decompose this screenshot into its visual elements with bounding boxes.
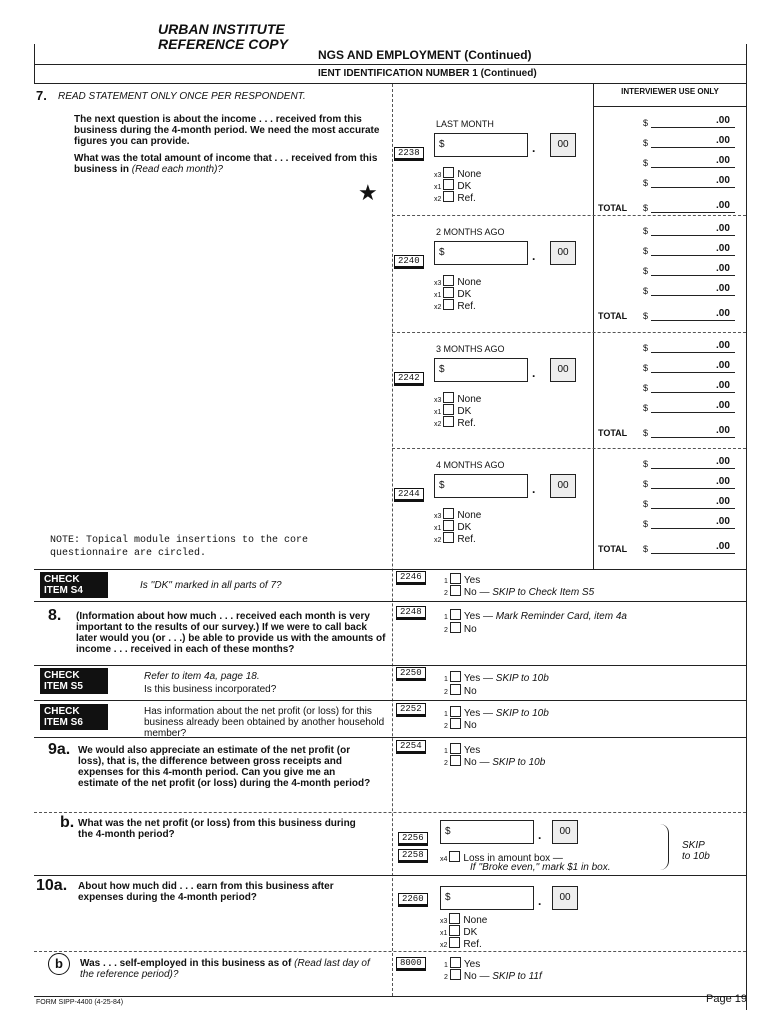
checkbox[interactable] bbox=[450, 573, 461, 584]
check-item-s4: CHECK ITEM S4 bbox=[40, 572, 108, 598]
checkbox[interactable] bbox=[450, 609, 461, 620]
checkbox[interactable] bbox=[443, 508, 454, 519]
month-label: LAST MONTH bbox=[436, 119, 494, 129]
checkbox[interactable] bbox=[443, 299, 454, 310]
month-opt-dk[interactable]: x1 DK bbox=[434, 406, 472, 417]
checkbox[interactable] bbox=[443, 275, 454, 286]
check-s6-text: Has information about the net profit (or loss) for this business already been obtained by another household member? bbox=[144, 706, 385, 739]
code-2258: 2258 bbox=[398, 849, 428, 863]
checkbox[interactable] bbox=[443, 532, 454, 543]
interviewer-amount: $ bbox=[643, 479, 735, 489]
month-cents-box: 00 bbox=[550, 133, 576, 157]
amount-cents: .00 bbox=[716, 223, 730, 234]
check-s6-yes[interactable]: 1 Yes — SKIP to 10b bbox=[444, 708, 549, 719]
month-opt-ref[interactable]: x2 Ref. bbox=[434, 418, 476, 429]
total-cents: .00 bbox=[716, 425, 730, 436]
month-opt-ref[interactable]: x2 Ref. bbox=[434, 534, 476, 545]
checkbox[interactable] bbox=[449, 851, 460, 862]
amount-cents: .00 bbox=[716, 360, 730, 371]
month-code: 2240 bbox=[394, 255, 424, 269]
q8-text: (Information about how much . . . received each month is very important to the results of our survey.) If we were to call back later would you (or . . .) be able to provide us with the amounts of income . . . received in each of these months? bbox=[76, 611, 386, 655]
interviewer-amount: $ bbox=[643, 158, 735, 168]
q10b-text: Was . . . self-employed in this business as of (Read last day of the reference period)? bbox=[80, 958, 370, 980]
interviewer-amount: $ bbox=[643, 286, 735, 296]
q7-statement: The next question is about the income . . . received from this business during the 4-month period. We need the most accurate figures you can provide. bbox=[74, 114, 380, 147]
code-2252: 2252 bbox=[396, 703, 426, 717]
checkbox[interactable] bbox=[450, 684, 461, 695]
stamp-line-1: URBAN INSTITUTE bbox=[158, 21, 285, 37]
month-opt-dk[interactable]: x1 DK bbox=[434, 181, 472, 192]
month-code: 2244 bbox=[394, 488, 424, 502]
total-cents: .00 bbox=[716, 541, 730, 552]
amount-cents: .00 bbox=[716, 115, 730, 126]
check-s4-text: Is ''DK'' marked in all parts of 7? bbox=[140, 580, 282, 591]
q9a-yes[interactable]: 1 Yes bbox=[444, 745, 481, 756]
q10a-amount-box[interactable]: $ bbox=[440, 886, 534, 910]
check-s4-no[interactable]: 2 No — SKIP to Check Item S5 bbox=[444, 587, 595, 598]
q9b-skip-1: SKIP bbox=[682, 840, 705, 851]
q10b-yes[interactable]: 1 Yes bbox=[444, 959, 481, 970]
q10a-cents-box: 00 bbox=[552, 886, 578, 910]
month-opt-dk[interactable]: x1 DK bbox=[434, 522, 472, 533]
total-cents: .00 bbox=[716, 200, 730, 211]
checkbox[interactable] bbox=[443, 392, 454, 403]
month-label: 2 MONTHS AGO bbox=[436, 227, 505, 237]
check-s5-line1: Refer to item 4a, page 18. bbox=[144, 671, 260, 682]
amount-cents: .00 bbox=[716, 155, 730, 166]
code-2254: 2254 bbox=[396, 740, 426, 754]
amount-cents: .00 bbox=[716, 476, 730, 487]
month-code: 2242 bbox=[394, 372, 424, 386]
q9b-amount-box[interactable]: $ bbox=[440, 820, 534, 844]
month-cents-box: 00 bbox=[550, 241, 576, 265]
q9b-number: b. bbox=[60, 814, 75, 831]
checkbox[interactable] bbox=[443, 404, 454, 415]
month-amount-box[interactable]: $ bbox=[434, 241, 528, 265]
interviewer-amount: $ bbox=[643, 383, 735, 393]
amount-cents: .00 bbox=[716, 135, 730, 146]
checkbox[interactable] bbox=[449, 937, 460, 948]
topical-note: NOTE: Topical module insertions to the core questionnaire are circled. bbox=[50, 535, 309, 559]
interviewer-use-only: INTERVIEWER USE ONLY bbox=[621, 87, 719, 96]
code-8000: 8000 bbox=[396, 957, 426, 971]
checkbox[interactable] bbox=[450, 585, 461, 596]
interviewer-amount: $ bbox=[643, 403, 735, 413]
interviewer-amount: $ bbox=[643, 363, 735, 373]
q10b-no[interactable]: 2 No — SKIP to 11f bbox=[444, 971, 542, 982]
total-label: TOTAL bbox=[598, 544, 628, 554]
interviewer-amount: $ bbox=[643, 519, 735, 529]
amount-cents: .00 bbox=[716, 175, 730, 186]
checkbox[interactable] bbox=[450, 671, 461, 682]
interviewer-amount: $ bbox=[643, 499, 735, 509]
month-opt-none[interactable]: x3 None bbox=[434, 169, 482, 180]
q10a-dk[interactable]: x1 DK bbox=[440, 927, 478, 938]
form-number: FORM SIPP-4400 (4-25-84) bbox=[36, 999, 124, 1006]
checkbox[interactable] bbox=[450, 755, 461, 766]
month-opt-dk[interactable]: x1 DK bbox=[434, 289, 472, 300]
checkbox[interactable] bbox=[443, 167, 454, 178]
code-2248: 2248 bbox=[396, 606, 426, 620]
checkbox[interactable] bbox=[449, 913, 460, 924]
q10a-number: 10a. bbox=[36, 877, 68, 894]
checkbox[interactable] bbox=[450, 706, 461, 717]
month-cents-box: 00 bbox=[550, 358, 576, 382]
q9a-text: We would also appreciate an estimate of the net profit (or loss), that is, the difference between gross receipts and expenses for this 4-month period. Can you give me an estimate of the net profit (or loss) during the 4-month period? bbox=[78, 745, 371, 789]
interviewer-amount: $ bbox=[643, 138, 735, 148]
month-amount-box[interactable]: $ bbox=[434, 358, 528, 382]
q10b-number: b bbox=[48, 953, 70, 975]
month-opt-none[interactable]: x3 None bbox=[434, 277, 482, 288]
interviewer-amount: $ bbox=[643, 246, 735, 256]
amount-cents: .00 bbox=[716, 496, 730, 507]
total-amount: $ bbox=[643, 544, 735, 554]
q10a-text: About how much did . . . earn from this business after expenses during the 4-month period? bbox=[78, 881, 334, 903]
q9b-loss[interactable]: x4 Loss in amount box — bbox=[440, 853, 563, 864]
checkbox[interactable] bbox=[450, 969, 461, 980]
total-amount: $ bbox=[643, 203, 735, 213]
total-amount: $ bbox=[643, 428, 735, 438]
month-opt-ref[interactable]: x2 Ref. bbox=[434, 193, 476, 204]
q9b-cents-box: 00 bbox=[552, 820, 578, 844]
check-item-s6: CHECK ITEM S6 bbox=[40, 704, 108, 730]
month-code: 2238 bbox=[394, 147, 424, 161]
q9a-no[interactable]: 2 No — SKIP to 10b bbox=[444, 757, 546, 768]
month-opt-none[interactable]: x3 None bbox=[434, 510, 482, 521]
amount-cents: .00 bbox=[716, 340, 730, 351]
code-2250: 2250 bbox=[396, 667, 426, 681]
amount-cents: .00 bbox=[716, 263, 730, 274]
interviewer-amount: $ bbox=[643, 118, 735, 128]
check-s6-no[interactable]: 2 No bbox=[444, 720, 477, 731]
month-amount-box[interactable]: $ bbox=[434, 474, 528, 498]
check-s5-line2: Is this business incorporated? bbox=[144, 684, 277, 695]
code-2246: 2246 bbox=[396, 571, 426, 585]
checkbox[interactable] bbox=[450, 743, 461, 754]
checkbox[interactable] bbox=[450, 718, 461, 729]
star-icon: ★ bbox=[358, 180, 378, 205]
total-amount: $ bbox=[643, 311, 735, 321]
interviewer-amount: $ bbox=[643, 178, 735, 188]
q8-no[interactable]: 2 No bbox=[444, 624, 477, 635]
month-cents-box: 00 bbox=[550, 474, 576, 498]
check-s4-yes[interactable]: 1 Yes bbox=[444, 575, 481, 586]
month-opt-none[interactable]: x3 None bbox=[434, 394, 482, 405]
checkbox[interactable] bbox=[450, 622, 461, 633]
q7-instruction: READ STATEMENT ONLY ONCE PER RESPONDENT. bbox=[58, 91, 306, 102]
interviewer-amount: $ bbox=[643, 226, 735, 236]
sub-title: IENT IDENTIFICATION NUMBER 1 (Continued) bbox=[318, 68, 537, 79]
q7-number: 7. bbox=[36, 88, 47, 103]
checkbox[interactable] bbox=[443, 287, 454, 298]
q9b-text: What was the net profit (or loss) from this business during the 4-month period? bbox=[78, 818, 356, 840]
checkbox[interactable] bbox=[450, 957, 461, 968]
code-2256: 2256 bbox=[398, 832, 428, 846]
check-s5-yes[interactable]: 1 Yes — SKIP to 10b bbox=[444, 673, 549, 684]
total-label: TOTAL bbox=[598, 203, 628, 213]
amount-cents: .00 bbox=[716, 400, 730, 411]
interviewer-amount: $ bbox=[643, 266, 735, 276]
stamp-line-2: REFERENCE COPY bbox=[158, 36, 288, 52]
q9a-number: 9a. bbox=[48, 741, 71, 758]
checkbox[interactable] bbox=[443, 179, 454, 190]
q7-question: What was the total amount of income that . . . received from this business in (Read each month)? bbox=[74, 153, 378, 175]
total-label: TOTAL bbox=[598, 311, 628, 321]
checkbox[interactable] bbox=[443, 191, 454, 202]
month-amount-box[interactable]: $ bbox=[434, 133, 528, 157]
q9b-skip-2: to 10b bbox=[682, 851, 710, 862]
month-label: 4 MONTHS AGO bbox=[436, 460, 505, 470]
checkbox[interactable] bbox=[443, 416, 454, 427]
q9b-broke-even: If ''Broke even,'' mark $1 in box. bbox=[470, 862, 611, 873]
q8-number: 8. bbox=[48, 607, 62, 624]
checkbox[interactable] bbox=[449, 925, 460, 936]
q10a-none[interactable]: x3 None bbox=[440, 915, 488, 926]
total-cents: .00 bbox=[716, 308, 730, 319]
section-title: NGS AND EMPLOYMENT (Continued) bbox=[318, 48, 532, 62]
amount-cents: .00 bbox=[716, 243, 730, 254]
check-item-s5: CHECK ITEM S5 bbox=[40, 668, 108, 694]
total-label: TOTAL bbox=[598, 428, 628, 438]
month-opt-ref[interactable]: x2 Ref. bbox=[434, 301, 476, 312]
brace bbox=[660, 824, 669, 870]
q8-yes[interactable]: 1 Yes — Mark Reminder Card, item 4a bbox=[444, 611, 627, 622]
month-label: 3 MONTHS AGO bbox=[436, 344, 505, 354]
amount-cents: .00 bbox=[716, 456, 730, 467]
check-s5-no[interactable]: 2 No bbox=[444, 686, 477, 697]
amount-cents: .00 bbox=[716, 380, 730, 391]
amount-cents: .00 bbox=[716, 516, 730, 527]
page-number: Page 19 bbox=[706, 993, 747, 1005]
q10a-ref[interactable]: x2 Ref. bbox=[440, 939, 482, 950]
checkbox[interactable] bbox=[443, 520, 454, 531]
code-2260: 2260 bbox=[398, 893, 428, 907]
amount-cents: .00 bbox=[716, 283, 730, 294]
interviewer-amount: $ bbox=[643, 459, 735, 469]
interviewer-amount: $ bbox=[643, 343, 735, 353]
